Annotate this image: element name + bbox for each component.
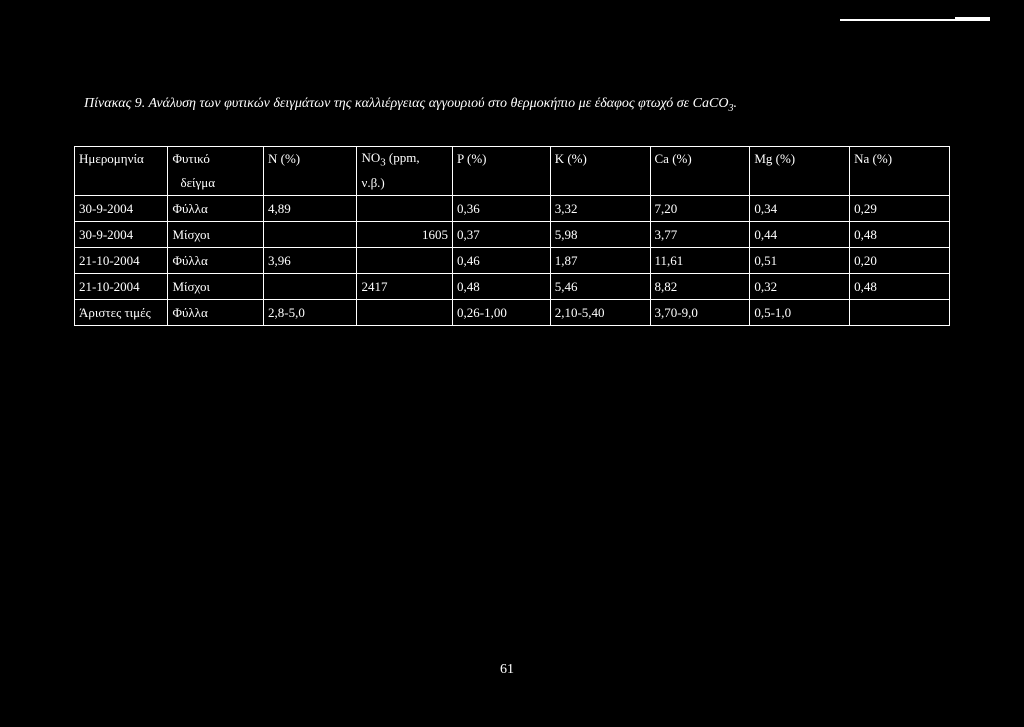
cell-na: 0,48	[850, 274, 950, 300]
cell-date: Άριστες τιμές	[75, 300, 168, 326]
table-row	[75, 196, 950, 222]
cell-p: 0,36	[453, 196, 551, 222]
cell-no3	[357, 196, 453, 222]
cell-plant-sample: Μίσχοι	[168, 274, 264, 300]
cell-no3	[357, 300, 453, 326]
header2-k	[550, 171, 650, 196]
table-caption	[84, 96, 737, 114]
cell-p: 0,48	[453, 274, 551, 300]
cell-n	[264, 222, 357, 248]
cell-no3	[357, 248, 453, 274]
cell-no3: 1605	[357, 222, 453, 248]
cell-na	[850, 300, 950, 326]
cell-mg: 0,32	[750, 274, 850, 300]
cell-n	[264, 274, 357, 300]
cell-k: 2,10-5,40	[550, 300, 650, 326]
table-row	[75, 300, 950, 326]
cell-p: 0,46	[453, 248, 551, 274]
header-row-2	[75, 171, 950, 196]
caption-subscript: 3	[728, 102, 734, 114]
cell-date: 21-10-2004	[75, 248, 168, 274]
cell-plant-sample: Φύλλα	[168, 300, 264, 326]
table-row	[75, 274, 950, 300]
table-row	[75, 248, 950, 274]
cell-na: 0,29	[850, 196, 950, 222]
cell-ca: 11,61	[650, 248, 750, 274]
header-k: K (%)	[550, 147, 650, 172]
cell-ca: 3,77	[650, 222, 750, 248]
header-date: Ημερομηνία	[75, 147, 168, 172]
header-n: N (%)	[264, 147, 357, 172]
cell-date: 21-10-2004	[75, 274, 168, 300]
table-row	[75, 222, 950, 248]
page-number: 61	[500, 662, 514, 677]
header-mg: Mg (%)	[750, 147, 850, 172]
cell-ca: 3,70-9,0	[650, 300, 750, 326]
cell-k: 3,32	[550, 196, 650, 222]
cell-mg: 0,34	[750, 196, 850, 222]
cell-mg: 0,44	[750, 222, 850, 248]
cell-mg: 0,51	[750, 248, 850, 274]
cell-plant-sample: Φύλλα	[168, 196, 264, 222]
header2-date	[75, 171, 168, 196]
header-p: P (%)	[453, 147, 551, 172]
caption-end: .	[733, 96, 737, 111]
header-rule-end	[955, 17, 990, 21]
cell-no3: 2417	[357, 274, 453, 300]
cell-ca: 7,20	[650, 196, 750, 222]
header-no3-sub: 3	[380, 156, 386, 169]
cell-ca: 8,82	[650, 274, 750, 300]
header-row-1	[75, 147, 950, 172]
cell-p: 0,37	[453, 222, 551, 248]
header-no3-base: NO	[361, 149, 381, 165]
cell-k: 1,87	[550, 248, 650, 274]
cell-date: 30-9-2004	[75, 222, 168, 248]
header2-mg	[750, 171, 850, 196]
cell-na: 0,20	[850, 248, 950, 274]
cell-n: 3,96	[264, 248, 357, 274]
cell-p: 0,26-1,00	[453, 300, 551, 326]
cell-plant-sample: Μίσχοι	[168, 222, 264, 248]
cell-na: 0,48	[850, 222, 950, 248]
header-na: Na (%)	[850, 147, 950, 172]
cell-n: 2,8-5,0	[264, 300, 357, 326]
header-no3-tail: (ppm,	[385, 149, 420, 165]
header2-ca	[650, 171, 750, 196]
header2-n	[264, 171, 357, 196]
header2-na	[850, 171, 950, 196]
header2-no3: ν.β.)	[357, 171, 453, 196]
plant-analysis-table	[74, 146, 950, 326]
cell-date: 30-9-2004	[75, 196, 168, 222]
cell-mg: 0,5-1,0	[750, 300, 850, 326]
cell-k: 5,98	[550, 222, 650, 248]
cell-k: 5,46	[550, 274, 650, 300]
header-ca: Ca (%)	[650, 147, 750, 172]
header-no3	[357, 147, 453, 172]
cell-plant-sample: Φύλλα	[168, 248, 264, 274]
header2-p	[453, 171, 551, 196]
header2-plant-sample: δείγμα	[168, 171, 264, 196]
header-plant-sample: Φυτικό	[168, 147, 264, 172]
cell-n: 4,89	[264, 196, 357, 222]
caption-text: Πίνακας 9. Ανάλυση των φυτικών δειγμάτων της καλλιέργειας αγγουριού στο θερμοκήπιο με έδαφος φτωχό σε CaCO	[84, 96, 729, 111]
